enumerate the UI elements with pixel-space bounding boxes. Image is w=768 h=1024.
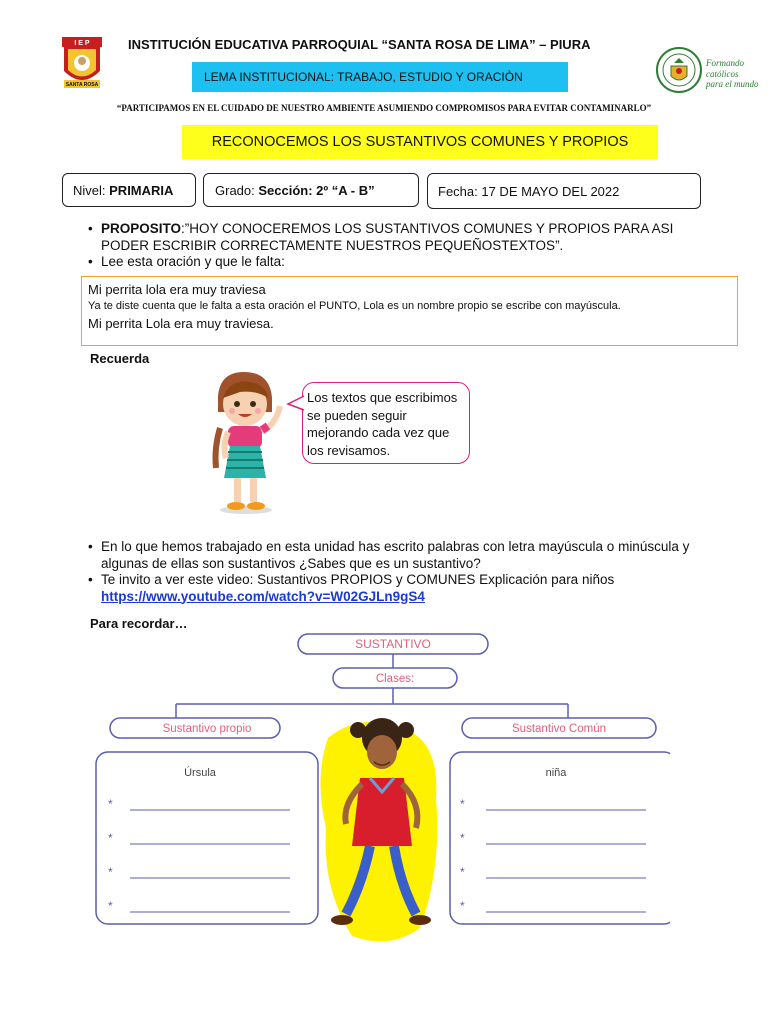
right-bullet-3: * xyxy=(460,865,465,879)
speech-bubble: Los textos que escribimos se pueden seguir mejorando cada vez que los revisamos. xyxy=(302,382,470,464)
list-item xyxy=(88,539,728,572)
youtube-link[interactable]: https://www.youtube.com/watch?v=W02GJLn9gS4 xyxy=(101,588,425,604)
right-bullet-4: * xyxy=(460,899,465,913)
crest-top-text: I E P xyxy=(74,40,90,47)
right-example-label: niña xyxy=(545,767,567,779)
lesson-topic: RECONOCEMOS LOS SUSTANTIVOS COMUNES Y PROPIOS xyxy=(182,125,658,159)
lema-banner: LEMA INSTITUCIONAL: TRABAJO, ESTUDIO Y ORACIÒN xyxy=(192,62,568,92)
girl-in-red-dress-illustration xyxy=(320,718,437,941)
motto-line-1: Formando xyxy=(706,58,744,68)
motto-line-3: para el mundo xyxy=(706,79,759,89)
left-example-label: Úrsula xyxy=(184,767,216,779)
left-bullet-1: * xyxy=(108,797,113,811)
bullet-icon: • xyxy=(88,572,93,587)
grado-box xyxy=(203,173,419,207)
fecha-box xyxy=(427,173,701,209)
crest-bottom-text: SANTA ROSA xyxy=(65,82,99,88)
nivel-box xyxy=(62,173,196,207)
sustantivo-question: En lo que hemos trabajado en esta unidad has escrito palabras con letra mayúscula o minúscula y algunas de ellas son sustantivos ¿Sabes que es un sustantivo? xyxy=(101,539,690,571)
fecha-text: Fecha: 17 DE MAYO DEL 2022 xyxy=(438,183,620,199)
sentence-explanation: Ya te diste cuenta que le falta a esta oración el PUNTO, Lola es un nombre propio se escribe con mayúscula. xyxy=(88,300,621,312)
para-recordar-heading: Para recordar… xyxy=(90,616,188,631)
video-invitation: Te invito a ver este video: Sustantivos PROPIOS y COMUNES Explicación para niños xyxy=(101,572,615,587)
bullet-icon: • xyxy=(88,221,93,236)
nivel-label: Nivel: xyxy=(73,182,106,198)
right-title-label: Sustantivo Común xyxy=(512,723,606,735)
left-bullet-3: * xyxy=(108,865,113,879)
recuerda-heading: Recuerda xyxy=(90,351,150,366)
sentence-box xyxy=(81,276,738,346)
school-name: INSTITUCIÓN EDUCATIVA PARROQUIAL “SANTA ROSA DE LIMA” – PIURA xyxy=(128,37,591,52)
root-label: SUSTANTIVO xyxy=(355,637,431,651)
nivel-value: PRIMARIA xyxy=(109,182,174,198)
activity-list xyxy=(88,539,728,605)
school-motto xyxy=(706,58,759,90)
list-item xyxy=(88,572,728,605)
left-bullet-4: * xyxy=(108,899,113,913)
grado-label: Grado: xyxy=(215,182,255,198)
sentence-original: Mi perrita lola era muy traviesa xyxy=(88,282,266,297)
left-bullet-2: * xyxy=(108,831,113,845)
left-title-label: Sustantivo propio xyxy=(162,723,252,735)
sentence-corrected: Mi perrita Lola era muy traviesa. xyxy=(88,316,274,331)
speech-bubble-tail xyxy=(286,394,306,412)
school-seal-logo xyxy=(655,46,703,94)
purpose-list xyxy=(88,221,708,271)
clases-label: Clases: xyxy=(375,673,415,685)
sustantivo-diagram xyxy=(90,628,670,948)
right-bullet-1: * xyxy=(460,797,465,811)
list-item xyxy=(88,221,708,254)
school-crest-logo xyxy=(60,35,104,89)
right-bullet-2: * xyxy=(460,831,465,845)
bullet-icon: • xyxy=(88,254,93,269)
lee-instruction: Lee esta oración y que le falta: xyxy=(101,254,285,269)
bullet-icon: • xyxy=(88,539,93,554)
proposito-text: :”HOY CONOCEREMOS LOS SUSTANTIVOS COMUNES Y PROPIOS PARA ASI PODER ESCRIBIR CORRECTAMENTE NUESTROS PEQUEÑOSTEXTOS”. xyxy=(101,221,674,253)
list-item xyxy=(88,254,708,271)
girl-pointing-illustration xyxy=(210,368,290,516)
motto-line-2: católicos xyxy=(706,68,739,79)
proposito-label: PROPOSITO xyxy=(101,221,182,236)
seccion-value: Sección: 2º “A - B” xyxy=(258,182,375,198)
commitment-slogan: “PARTICIPAMOS EN EL CUIDADO DE NUESTRO AMBIENTE ASUMIENDO COMPROMISOS PARA EVITAR CONTAMINARLO” xyxy=(116,103,652,113)
